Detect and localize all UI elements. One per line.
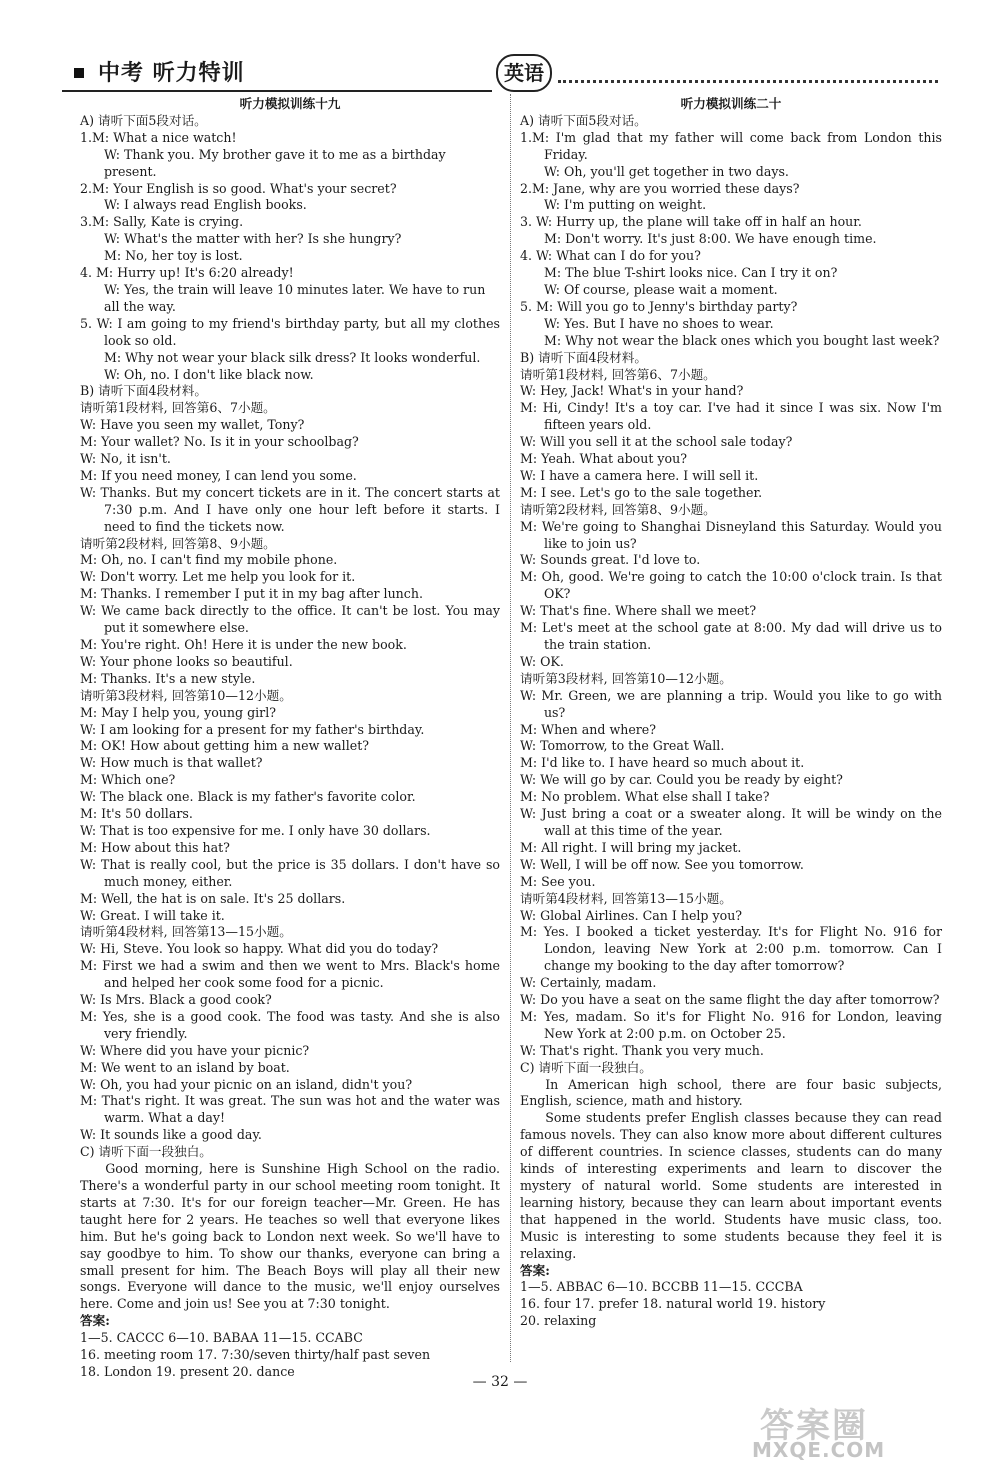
left-line: 4. M: Hurry up! It's 6:20 already! <box>80 265 294 281</box>
left-line: 18. London 19. present 20. dance <box>80 1363 295 1379</box>
right-line: 请听第3段材料, 回答第10—12小题。 <box>520 670 732 686</box>
left-line: M: Yes, she is a good cook. The food was tasty. And she is also very friendly. <box>80 1008 500 1041</box>
left-line: M: Thanks. It's a new style. <box>80 670 256 686</box>
left-line: M: No, her toy is lost. <box>103 248 243 264</box>
right-column <box>520 96 942 1330</box>
right-line: 听力模拟训练二十 <box>680 96 782 111</box>
right-line: W: Oh, you'll get together in two days. <box>543 163 789 179</box>
left-line: 5. W: I am going to my friend's birthday party, but all my clothes look so old. <box>80 315 500 348</box>
left-line: W: Your phone looks so beautiful. <box>80 653 293 669</box>
left-line: M: Which one? <box>80 772 176 788</box>
right-line: W: Of course, please wait a moment. <box>543 281 778 297</box>
right-line: W: Will you sell it at the school sale today? <box>520 434 793 450</box>
right-line: 16. four 17. prefer 18. natural world 19. history <box>520 1296 826 1312</box>
header-square-icon <box>74 68 84 78</box>
left-line: W: Thank you. My brother gave it to me as a birthday present. <box>103 146 446 179</box>
left-line: W: How much is that wallet? <box>80 755 263 771</box>
left-line: W: Oh, no. I don't like black now. <box>103 366 314 382</box>
left-line: M: How about this hat? <box>80 839 230 855</box>
left-line: C) 请听下面一段独白。 <box>80 1144 212 1160</box>
left-line: 16. meeting room 17. 7:30/seven thirty/half past seven <box>80 1347 431 1363</box>
left-line: M: May I help you, young girl? <box>80 704 276 720</box>
left-line: W: It sounds like a good day. <box>80 1127 262 1143</box>
left-line: 3.M: Sally, Kate is crying. <box>80 214 244 230</box>
right-line: 请听第1段材料, 回答第6、7小题。 <box>520 366 716 382</box>
left-line: M: That's right. It was great. The sun was hot and the water was warm. What a day! <box>80 1093 500 1126</box>
left-line: M: It's 50 dollars. <box>80 806 193 822</box>
left-line: W: Oh, you had your picnic on an island, didn't you? <box>80 1076 413 1092</box>
left-line: M: First we had a swim and then we went to Mrs. Black's home and helped her cook some food for a picnic. <box>80 958 500 991</box>
left-line: W: That is really cool, but the price is 35 dollars. I don't have so much money, either. <box>80 856 500 889</box>
left-line: 1—5. CACCC 6—10. BABAA 11—15. CCABC <box>80 1330 363 1346</box>
right-line: W: Global Airlines. Can I help you? <box>520 907 743 923</box>
right-line: M: When and where? <box>520 721 657 737</box>
left-line: M: You're right. Oh! Here it is under the new book. <box>80 637 407 652</box>
left-line: 请听第1段材料, 回答第6、7小题。 <box>80 400 276 416</box>
left-line: M: Well, the hat is on sale. It's 25 dollars. <box>80 890 346 906</box>
left-line: W: No, it isn't. <box>80 451 171 467</box>
left-line: M: Why not wear your black silk dress? It looks wonderful. <box>103 349 481 365</box>
left-line: M: Your wallet? No. Is it in your schoolbag? <box>80 434 359 450</box>
page-header <box>62 54 942 94</box>
left-line: W: Yes, the train will leave 10 minutes later. We have to run all the way. <box>103 281 486 314</box>
header-rule <box>62 90 492 92</box>
right-line: W: That's right. Thank you very much. <box>520 1042 764 1058</box>
column-divider <box>510 94 511 1362</box>
left-line: 答案: <box>80 1313 110 1329</box>
right-line: W: Hey, Jack! What's in your hand? <box>520 383 744 399</box>
left-line: 请听第4段材料, 回答第13—15小题。 <box>80 924 292 940</box>
left-line: W: Have you seen my wallet, Tony? <box>80 417 305 433</box>
right-line: W: Yes. But I have no shoes to wear. <box>543 315 774 331</box>
left-line: W: We came back directly to the office. It can't be lost. You may put it somewhere else. <box>80 603 500 636</box>
left-line: 请听第3段材料, 回答第10—12小题。 <box>80 687 292 703</box>
right-line: 1—5. ABBAC 6—10. BCCBB 11—15. CCCBA <box>520 1279 803 1295</box>
right-line: 3. W: Hurry up, the plane will take off in half an hour. <box>520 214 862 230</box>
left-line: 2.M: Your English is so good. What's your secret? <box>80 180 397 196</box>
left-line: W: Thanks. But my concert tickets are in it. The concert starts at 7:30 p.m. And I have only one hour left before it starts. I need to find the tickets now. <box>80 484 500 534</box>
right-line: M: I see. Let's go to the sale together. <box>520 484 763 500</box>
left-line: M: Oh, no. I can't find my mobile phone. <box>80 552 338 568</box>
left-line: M: If you need money, I can lend you some. <box>80 467 357 483</box>
right-line: A) 请听下面5段对话。 <box>520 112 647 128</box>
left-line: B) 请听下面4段材料。 <box>80 383 207 399</box>
right-line: M: Let's meet at the school gate at 8:00. My dad will drive us to the train station. <box>520 620 942 652</box>
right-line: M: All right. I will bring my jacket. <box>520 839 742 855</box>
header-dotted-rule <box>558 80 938 83</box>
header-title: 中考 听力特训 <box>98 60 245 86</box>
right-line: 请听第2段材料, 回答第8、9小题。 <box>520 501 716 517</box>
left-line: M: We went to an island by boat. <box>80 1059 290 1075</box>
left-line: W: Hi, Steve. You look so happy. What did you do today? <box>80 941 439 957</box>
left-line: W: Where did you have your picnic? <box>80 1042 310 1058</box>
right-line: C) 请听下面一段独白。 <box>520 1059 652 1075</box>
right-line: M: Yeah. What about you? <box>520 451 687 467</box>
right-line: Some students prefer English classes because they can read famous novels. They can also know more about different cultures of different countries. In science classes, students can do many kinds of interesting experiments and learn to discover the mystery of natural world. Some students are interested in learning history, because they can learn about important events that happened in the world. Students have music class, too. Music is interesting to some students because they feel it is relaxing. <box>520 1110 942 1261</box>
left-line: M: OK! How about getting him a new wallet? <box>80 738 370 754</box>
left-column <box>80 96 500 1381</box>
left-line: M: Thanks. I remember I put it in my bag after lunch. <box>80 586 423 602</box>
right-line: M: Oh, good. We're going to catch the 10:00 o'clock train. Is that OK? <box>520 569 942 602</box>
right-line: M: The blue T-shirt looks nice. Can I try it on? <box>543 265 838 281</box>
left-line: W: Great. I will take it. <box>80 907 225 923</box>
right-line: W: Tomorrow, to the Great Wall. <box>520 738 725 754</box>
right-line: W: Sounds great. I'd love to. <box>520 552 701 568</box>
left-line: A) 请听下面5段对话。 <box>80 112 207 128</box>
right-line: W: Mr. Green, we are planning a trip. Would you like to go with us? <box>520 687 942 720</box>
left-line: W: The black one. Black is my father's favorite color. <box>80 789 416 805</box>
right-line: 2.M: Jane, why are you worried these days? <box>520 180 800 196</box>
right-line: B) 请听下面4段材料。 <box>520 349 647 365</box>
right-line: W: We will go by car. Could you be ready by eight? <box>520 772 843 788</box>
left-line: Good morning, here is Sunshine High School on the radio. There's a wonderful party in our school meeting room tonight. It starts at 7:30. It's for our foreign teacher—Mr. Green. He has taught here for 2 years. He teaches so well that everyone likes him. But he's going back to London next week. So we'll have to say goodbye to him. To show our thanks, everyone can bring a small present for him. The Beach Boys will play all their new songs. Everyone will dance to the music, we'll enjoy ourselves here. Come and join us! See you at 7:30 tonight. <box>80 1161 500 1312</box>
right-line: 4. W: What can I do for you? <box>520 248 701 264</box>
right-line: 答案: <box>520 1262 550 1278</box>
right-line: M: I'd like to. I have heard so much about it. <box>520 755 805 771</box>
left-line: W: I always read English books. <box>103 197 307 213</box>
right-line: M: Hi, Cindy! It's a toy car. I've had it since I was six. Now I'm fifteen years old. <box>520 400 942 433</box>
right-line: 20. relaxing <box>520 1313 597 1329</box>
right-line: M: Yes. I booked a ticket yesterday. It's for Flight No. 916 for London, leaving New York at 2:00 p.m. tomorrow. Can I change my booking to the day after tomorrow? <box>520 924 942 974</box>
left-line: W: That is too expensive for me. I only have 30 dollars. <box>80 822 431 838</box>
right-line: W: OK. <box>520 653 564 669</box>
right-line: M: See you. <box>520 873 596 889</box>
right-line: M: Why not wear the black ones which you bought last week? <box>543 332 940 348</box>
watermark-logo: 答案圈 <box>760 1406 868 1446</box>
right-line: M: No problem. What else shall I take? <box>520 789 770 805</box>
right-line: 5. M: Will you go to Jenny's birthday party? <box>520 298 798 314</box>
left-line: 听力模拟训练十九 <box>239 96 341 111</box>
right-line: W: That's fine. Where shall we meet? <box>520 603 757 619</box>
right-line: 请听第4段材料, 回答第13—15小题。 <box>520 890 732 906</box>
left-line: W: Don't worry. Let me help you look for it. <box>80 569 356 585</box>
right-line: W: Do you have a seat on the same flight the day after tomorrow? <box>520 992 940 1008</box>
page-number: — 32 — <box>472 1374 528 1390</box>
subject-logo: 英语 <box>496 54 552 92</box>
left-line: W: Is Mrs. Black a good cook? <box>80 992 272 1008</box>
right-line: W: Certainly, madam. <box>520 975 657 991</box>
right-line: In American high school, there are four basic subjects, English, science, math and history. <box>520 1076 942 1109</box>
right-line: W: Well, I will be off now. See you tomorrow. <box>520 856 804 872</box>
right-line: W: Just bring a coat or a sweater along. It will be windy on the wall at this time of the year. <box>520 806 942 838</box>
right-line: W: I'm putting on weight. <box>543 197 707 213</box>
right-line: 1.M: I'm glad that my father will come back from London this Friday. <box>520 129 942 162</box>
watermark-url: MXQE.COM <box>752 1438 886 1462</box>
left-line: 1.M: What a nice watch! <box>80 129 237 145</box>
right-line: W: I have a camera here. I will sell it. <box>520 467 759 483</box>
left-line: W: I am looking for a present for my father's birthday. <box>80 721 425 737</box>
right-line: M: Yes, madam. So it's for Flight No. 916 for London, leaving New York at 2:00 p.m. on October 25. <box>520 1008 942 1041</box>
left-line: 请听第2段材料, 回答第8、9小题。 <box>80 535 276 551</box>
right-line: M: Don't worry. It's just 8:00. We have enough time. <box>543 231 877 247</box>
left-line: W: What's the matter with her? Is she hungry? <box>103 231 402 247</box>
right-line: M: We're going to Shanghai Disneyland this Saturday. Would you like to join us? <box>520 518 942 551</box>
